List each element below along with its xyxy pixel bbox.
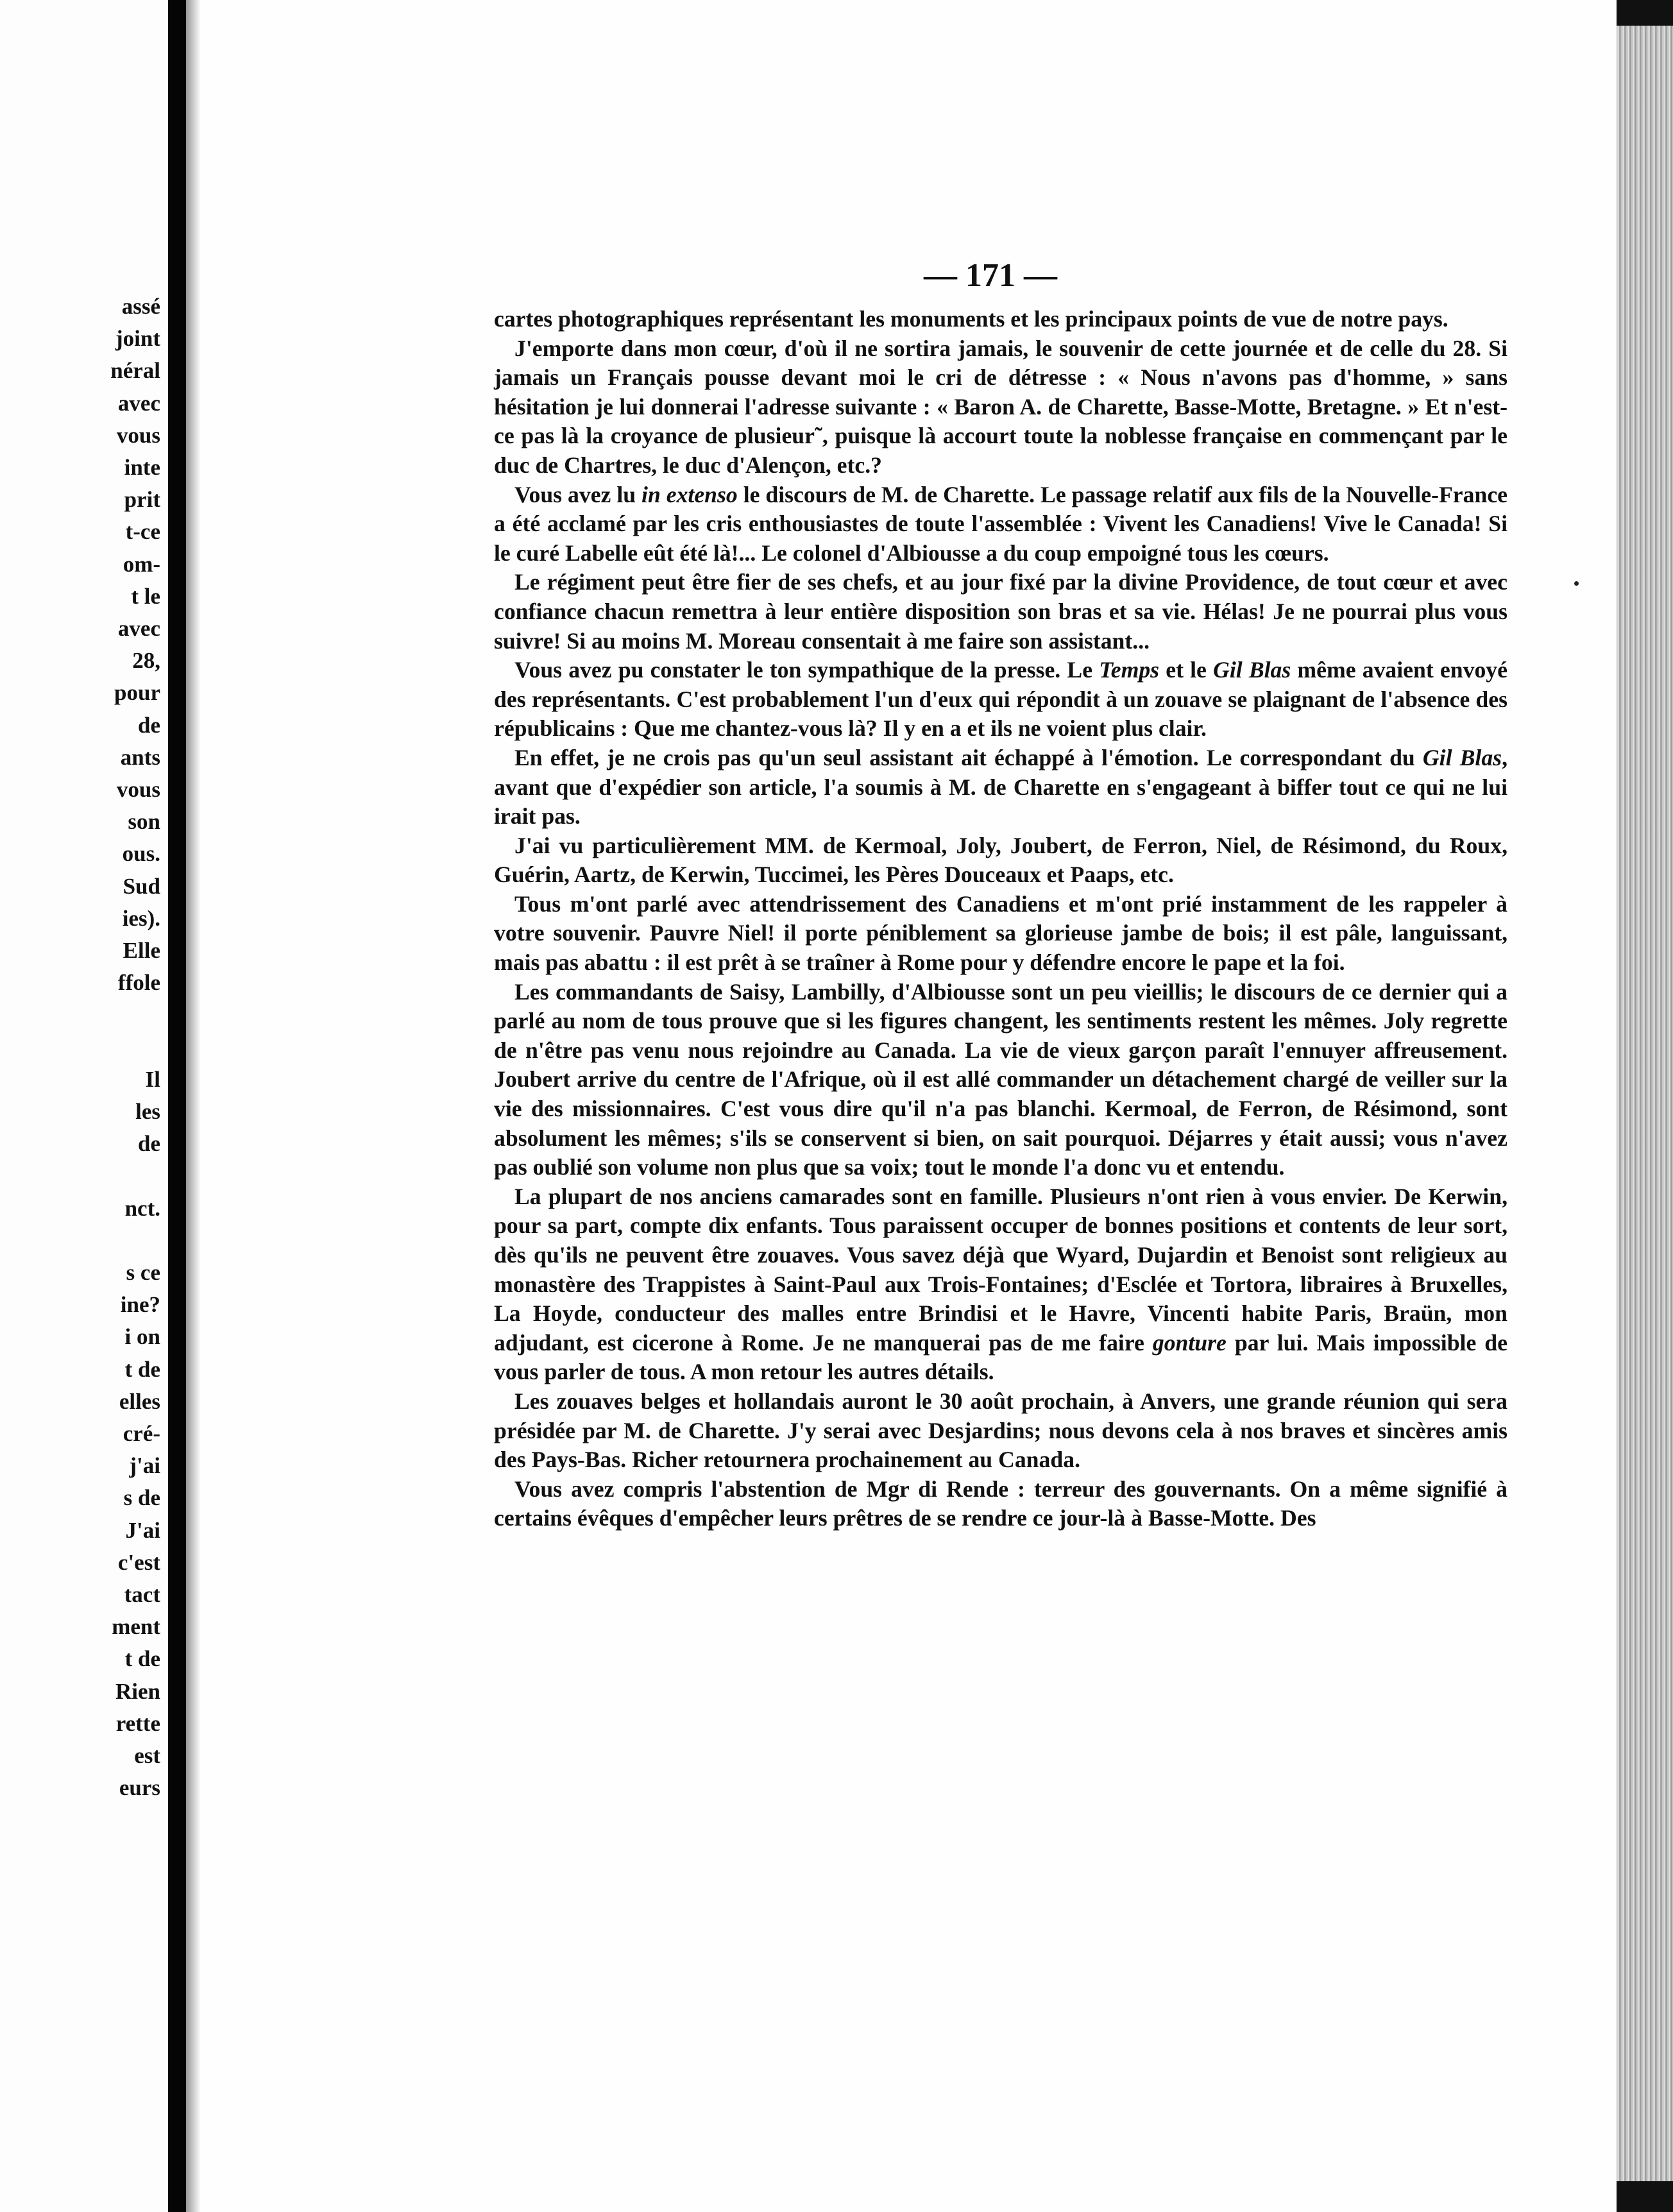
- previous-page-fragment: inte: [124, 455, 160, 480]
- previous-page-fragment: néral: [110, 358, 160, 384]
- previous-page-fragment: ants: [120, 744, 160, 770]
- previous-page-fragment: vous: [116, 422, 160, 448]
- page-stack-edge: [1617, 26, 1673, 2181]
- previous-page-fragment: t de: [124, 1356, 160, 1382]
- previous-page-fragment: t de: [124, 1646, 160, 1672]
- previous-page-fragment: s ce: [126, 1260, 160, 1285]
- previous-page-fragment: ies).: [122, 905, 160, 931]
- ink-speck: [1574, 581, 1579, 586]
- previous-page-fragment: ous.: [122, 841, 160, 867]
- paragraph: Les commandants de Saisy, Lambilly, d'Albiousse sont un peu vieillis; le discours de ce dernier qui a parlé au nom de tous prouve que si les figures changent, les sentiments restent les mêmes. Joly regrette de n'être pas venu nous rejoindre au Canada. La vie de vieux garçon paraît l'ennuyer affreusement. Joubert arrive du centre de l'Afrique, où il est allé commander un détachement chargé de veiller sur la vie des missionnaires. C'est vous dire qu'il n'a pas blanchi. Kermoal, de Ferron, de Résimond, sont absolument les mêmes; s'ils se conservent si bien, on sait pourquoi. Déjarres y était aussi; vous n'avez pas oublié son volume non plus que sa voix; tout le monde l'a donc vu et entendu.: [494, 978, 1507, 1180]
- previous-page-fragment: eurs: [119, 1775, 160, 1801]
- previous-page-fragment: Elle: [123, 938, 160, 963]
- previous-page-fragment: tact: [124, 1582, 160, 1607]
- previous-page-fragment: elles: [119, 1388, 160, 1414]
- previous-page-fragment: avec: [117, 390, 160, 416]
- paragraph: cartes photographiques représentant les monuments et les principaux points de vue de notre pays.: [494, 306, 1448, 332]
- previous-page-fragment: s de: [123, 1485, 160, 1511]
- paragraph: J'emporte dans mon cœur, d'où il ne sortira jamais, le souvenir de cette journée et de celle du 28. Si jamais un Français pousse devant moi le cri de détresse : « Nous n'avons pas d'homme, » sans hésitation je lui donnerai l'adresse suivante : « Baron A. de Charette, Basse-Motte, Bretagne. » Et n'est-ce pas là la croyance de plusieur˜, puisque là accourt toute la noblesse française en commençant par le duc de Chartres, le duc d'Alençon, etc.?: [494, 335, 1507, 478]
- book-gutter: [168, 0, 186, 2212]
- previous-page-fragment: de: [138, 712, 160, 738]
- page: [186, 0, 1633, 2212]
- previous-page-fragment: t le: [131, 583, 160, 609]
- previous-page-fragment: ine?: [120, 1292, 160, 1318]
- previous-page-fragment: nct.: [124, 1195, 160, 1221]
- previous-page-fragment: joint: [115, 326, 160, 352]
- previous-page-fragment: vous: [116, 777, 160, 802]
- previous-page-fragment: avec: [117, 616, 160, 641]
- previous-page-fragment: i on: [124, 1324, 160, 1350]
- previous-page-strip: [0, 0, 168, 2212]
- previous-page-fragment: t-ce: [125, 519, 160, 545]
- previous-page-fragment: j'ai: [129, 1453, 160, 1479]
- previous-page-fragment: son: [128, 809, 160, 835]
- paragraph: Tous m'ont parlé avec attendrissement des Canadiens et m'ont prié instamment de les rappeler à votre souvenir. Pauvre Niel! il porte péniblement sa glorieuse jambe de bois; il est pâle, languissant, mais pas abattu : il est prêt à se traîner à Rome pour y défendre encore le pape et la foi.: [494, 890, 1507, 976]
- previous-page-fragment: Il: [145, 1066, 160, 1092]
- previous-page-fragment: pour: [114, 680, 160, 706]
- previous-page-fragment: J'ai: [125, 1517, 160, 1543]
- previous-page-fragment: Rien: [115, 1678, 160, 1704]
- previous-page-fragment: ment: [112, 1614, 160, 1640]
- paragraph: J'ai vu particulièrement MM. de Kermoal, Joly, Joubert, de Ferron, Niel, de Résimond, du Roux, Guérin, Aartz, de Kerwin, Tuccimei, les Pères Douceaux et Paaps, etc.: [494, 832, 1507, 888]
- page-number: — 171 —: [924, 257, 1057, 294]
- previous-page-fragment: prit: [124, 487, 160, 513]
- paragraph: Vous avez pu constater le ton sympathique de la presse. Le Temps et le Gil Blas même avaient envoyé des représentants. C'est probablement l'un d'eux qui répondit à un zouave se plaignant de l'absence des républicains : Que me chantez-vous là? Il y en a et ils ne voient plus clair.: [494, 657, 1507, 742]
- previous-page-fragment: ffole: [117, 970, 160, 996]
- paragraph: En effet, je ne crois pas qu'un seul assistant ait échappé à l'émotion. Le correspondant du Gil Blas, avant que d'expédier son article, l'a soumis à M. de Charette en s'engageant à biffer tout ce qui ne lui irait pas.: [494, 744, 1507, 830]
- previous-page-fragment: Sud: [123, 873, 160, 899]
- previous-page-fragment: om-: [123, 551, 160, 577]
- paragraph: Vous avez lu in extenso le discours de M. de Charette. Le passage relatif aux fils de la Nouvelle-France a été acclamé par les cris enthousiastes de toute l'assemblée : Vivent les Canadiens! Vive le Canada! Si le curé Labelle eût été là!... Le colonel d'Albiousse a du coup empoigné tous les cœurs.: [494, 481, 1508, 566]
- page-stack-top: [1617, 0, 1673, 26]
- previous-page-fragment: c'est: [117, 1549, 160, 1575]
- paragraph: Vous avez compris l'abstention de Mgr di Rende : terreur des gouvernants. On a même signifié à certains évêques d'empêcher leurs prêtres de se rendre ce jour-là à Basse-Motte. Des: [494, 1476, 1507, 1531]
- paragraph: La plupart de nos anciens camarades sont en famille. Plusieurs n'ont rien à vous envier. De Kerwin, pour sa part, compte dix enfants. Tous paraissent occuper de bonnes positions et contents de leur sort, dès qu'ils ne peuvent être zouaves. Vous savez déjà que Wyard, Dujardin et Benoist sont religieux au monastère des Trappistes à Saint-Paul aux Trois-Fontaines; d'Esclée et Tortora, libraires à Bruxelles, La Hoyde, conducteur des malles entre Brindisi et le Havre, Vincenti habite Paris, Braün, mon adjudant, est cicerone à Rome. Je ne manquerai pas de me faire gonture par lui. Mais impossible de vous parler de tous. A mon retour les autres détails.: [494, 1183, 1507, 1385]
- paragraph: Le régiment peut être fier de ses chefs, et au jour fixé par la divine Providence, de tout cœur et avec confiance chacun remettra à leur entière disposition son bras et sa vie. Hélas! Je ne pourrai plus vous suivre! Si au moins M. Moreau consentait à me faire son assistant...: [494, 569, 1507, 654]
- previous-page-fragment: cré-: [123, 1421, 160, 1446]
- page-stack-bottom: [1617, 2181, 1673, 2212]
- previous-page-fragment: rette: [115, 1710, 160, 1736]
- page-body: [494, 305, 1507, 1533]
- previous-page-fragment: 28,: [132, 648, 160, 674]
- previous-page-fragment: les: [135, 1099, 160, 1124]
- previous-page-fragment: assé: [121, 294, 160, 319]
- gutter-shadow: [186, 0, 200, 2212]
- previous-page-fragment: est: [134, 1743, 160, 1768]
- previous-page-fragment: de: [138, 1131, 160, 1157]
- paragraph: Les zouaves belges et hollandais auront le 30 août prochain, à Anvers, une grande réunion qui sera présidée par M. de Charette. J'y serai avec Desjardins; nous devons cela à nos braves et sincères amis des Pays-Bas. Richer retournera prochainement au Canada.: [494, 1388, 1507, 1473]
